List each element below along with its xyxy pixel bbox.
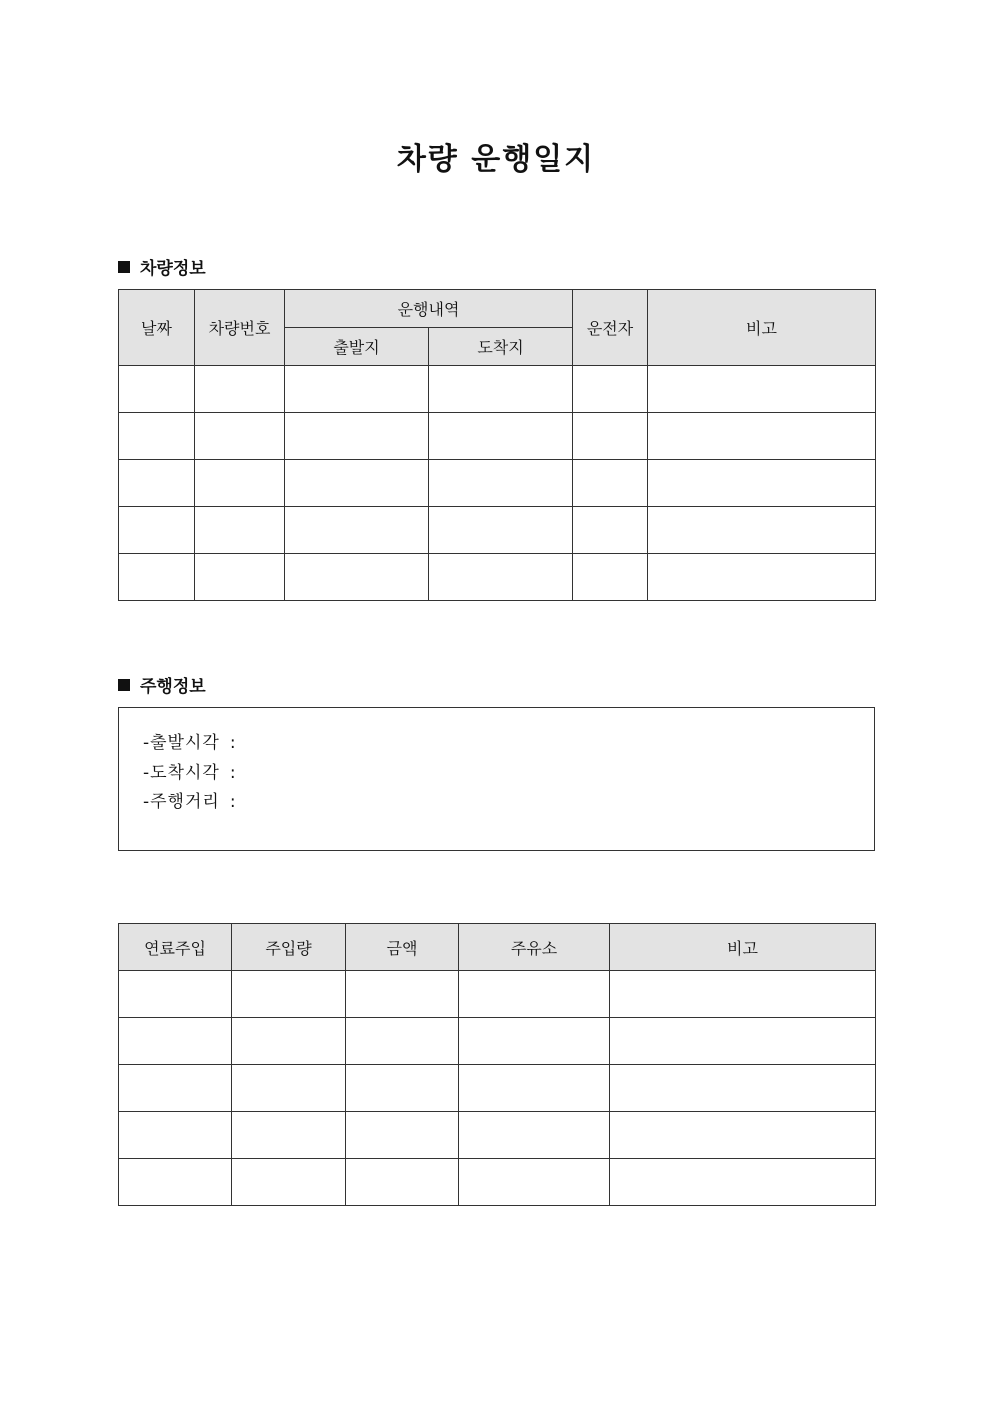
departure-time-colon: : [229, 733, 237, 753]
cell-driver[interactable] [573, 507, 648, 554]
cell-vehicle-no[interactable] [195, 507, 285, 554]
vehicle-log-table [118, 289, 876, 601]
cell-amount[interactable] [232, 1159, 346, 1206]
table-row [119, 1112, 876, 1159]
distance-colon: : [229, 792, 237, 812]
cell-driver[interactable] [573, 366, 648, 413]
cell-gas-station[interactable] [459, 1065, 610, 1112]
table-row [119, 1018, 876, 1065]
cell-amount[interactable] [232, 1112, 346, 1159]
cell-gas-station[interactable] [459, 1159, 610, 1206]
square-bullet-icon [118, 261, 130, 273]
cell-cost[interactable] [346, 1159, 459, 1206]
cell-driver[interactable] [573, 413, 648, 460]
header-remarks: 비고 [610, 924, 876, 971]
table-row [119, 1159, 876, 1206]
fuel-log-table [118, 923, 876, 1206]
header-cost: 금액 [346, 924, 459, 971]
cell-remarks[interactable] [648, 413, 876, 460]
header-date: 날짜 [119, 290, 195, 366]
cell-remarks[interactable] [610, 1018, 876, 1065]
cell-cost[interactable] [346, 1112, 459, 1159]
arrival-time-label: -도착시각 [143, 763, 220, 783]
document-title: 차량 운행일지 [396, 142, 596, 177]
cell-remarks[interactable] [610, 1159, 876, 1206]
cell-fuel[interactable] [119, 1159, 232, 1206]
cell-date[interactable] [119, 366, 195, 413]
table-row [119, 413, 876, 460]
cell-remarks[interactable] [610, 1112, 876, 1159]
cell-date[interactable] [119, 413, 195, 460]
header-fuel: 연료주입 [119, 924, 232, 971]
cell-vehicle-no[interactable] [195, 366, 285, 413]
cell-gas-station[interactable] [459, 971, 610, 1018]
cell-date[interactable] [119, 507, 195, 554]
cell-fuel[interactable] [119, 1112, 232, 1159]
cell-arrival[interactable] [429, 366, 573, 413]
cell-arrival[interactable] [429, 460, 573, 507]
cell-cost[interactable] [346, 1018, 459, 1065]
cell-vehicle-no[interactable] [195, 460, 285, 507]
table-row [119, 460, 876, 507]
arrival-time-colon: : [229, 763, 237, 783]
cell-arrival[interactable] [429, 554, 573, 601]
cell-remarks[interactable] [648, 554, 876, 601]
distance-line[interactable] [143, 787, 237, 812]
cell-departure[interactable] [285, 507, 429, 554]
header-remarks: 비고 [648, 290, 876, 366]
driving-section-title: 주행정보 [140, 677, 206, 697]
cell-remarks[interactable] [648, 366, 876, 413]
cell-remarks[interactable] [648, 460, 876, 507]
cell-arrival[interactable] [429, 507, 573, 554]
cell-cost[interactable] [346, 1065, 459, 1112]
header-driver: 운전자 [573, 290, 648, 366]
cell-departure[interactable] [285, 460, 429, 507]
table-row [119, 507, 876, 554]
cell-fuel[interactable] [119, 1018, 232, 1065]
cell-driver[interactable] [573, 554, 648, 601]
cell-amount[interactable] [232, 1065, 346, 1112]
header-route-group: 운행내역 [285, 290, 573, 328]
table-row [119, 1065, 876, 1112]
cell-date[interactable] [119, 554, 195, 601]
cell-driver[interactable] [573, 460, 648, 507]
table-row [119, 554, 876, 601]
departure-time-label: -출발시각 [143, 733, 220, 753]
cell-fuel[interactable] [119, 971, 232, 1018]
cell-vehicle-no[interactable] [195, 413, 285, 460]
header-gas-station: 주유소 [459, 924, 610, 971]
cell-amount[interactable] [232, 971, 346, 1018]
header-amount: 주입량 [232, 924, 346, 971]
cell-gas-station[interactable] [459, 1018, 610, 1065]
cell-gas-station[interactable] [459, 1112, 610, 1159]
cell-amount[interactable] [232, 1018, 346, 1065]
cell-date[interactable] [119, 460, 195, 507]
cell-remarks[interactable] [610, 971, 876, 1018]
cell-remarks[interactable] [648, 507, 876, 554]
cell-fuel[interactable] [119, 1065, 232, 1112]
driving-info-box [118, 707, 875, 851]
cell-remarks[interactable] [610, 1065, 876, 1112]
cell-departure[interactable] [285, 554, 429, 601]
header-departure: 출발지 [285, 328, 429, 366]
vehicle-section-title: 차량정보 [140, 259, 206, 279]
cell-departure[interactable] [285, 366, 429, 413]
square-bullet-icon [118, 679, 130, 691]
header-vehicle-no: 차량번호 [195, 290, 285, 366]
vehicle-section-heading [118, 254, 206, 279]
table-row [119, 366, 876, 413]
cell-cost[interactable] [346, 971, 459, 1018]
distance-label: -주행거리 [143, 792, 220, 812]
cell-departure[interactable] [285, 413, 429, 460]
header-arrival: 도착지 [429, 328, 573, 366]
driving-section-heading [118, 672, 206, 697]
departure-time-line[interactable] [143, 728, 237, 753]
arrival-time-line[interactable] [143, 758, 237, 783]
cell-vehicle-no[interactable] [195, 554, 285, 601]
table-row [119, 971, 876, 1018]
cell-arrival[interactable] [429, 413, 573, 460]
